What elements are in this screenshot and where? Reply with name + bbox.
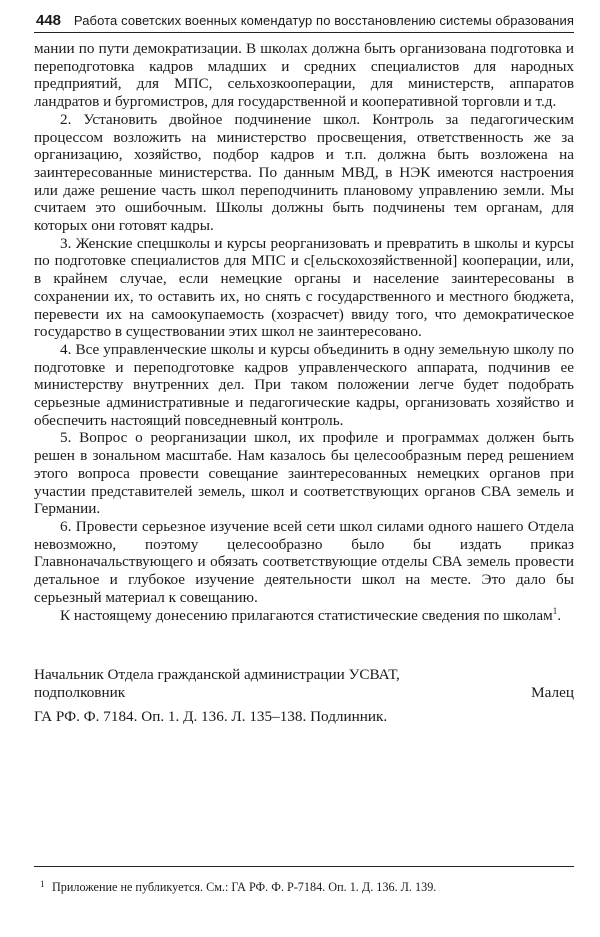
archive-reference: ГА РФ. Ф. 7184. Оп. 1. Д. 136. Л. 135–138. Подлинник.	[34, 708, 388, 725]
footnote-text: Приложение не публикуется. См.: ГА РФ. Ф. Р-7184. Оп. 1. Д. 136. Л. 139.	[52, 880, 437, 894]
paragraph-continued: мании по пути демократизации. В школах должна быть организована подготовка и переподготовка кадров младших и средних специалистов для народных предприятий, для МПС, сельхозкооперации, для министерств, аппаратов ландратов и бургомистров, для государственной и кооперативной торговли и т.д.	[34, 40, 574, 111]
signatory-rank: подполковник	[34, 684, 126, 701]
footnote-divider	[34, 866, 574, 867]
attachment-note-text: К настоящему донесению прилагаются статистические сведения по школам	[60, 606, 553, 624]
paragraph-item-4: 4. Все управленческие школы и курсы объединить в одну земельную школу по подготовке и переподготовке кадров управленческого аппарата, подчинив ее министерству внутренних дел. При таком положении легче будет подобрать серьезные административные и педагогические кадры, организовать хозяйство и обеспечить настоящий повседневный контроль.	[34, 340, 574, 429]
paragraph-item-6: 6. Провести серьезное изучение всей сети школ силами одного нашего Отдела невозможно, поэтому целесообразно было бы издать приказ Главноначальствующего и обязать соответствующие отделы СВА земель провести детальное и глубокое изучение деятельности школ на месте. Это дало бы серьезный материал к совещанию.	[34, 517, 574, 606]
footnote-reference[interactable]: 1	[552, 605, 558, 616]
running-header	[34, 10, 574, 33]
signatory-position: Начальник Отдела гражданской администрации УСВАТ,	[34, 666, 400, 683]
footnote	[40, 879, 574, 895]
signature-block	[34, 666, 574, 702]
document-body	[34, 40, 574, 624]
paragraph-attachment-note	[34, 607, 574, 625]
paragraph-item-5: 5. Вопрос о реорганизации школ, их профиле и программах должен быть решен в зональном масштабе. Нам казалось бы целесообразным перед решением этого вопроса провести совещание заинтересованных немецких органов при участии представителей земель, школ и соответствующих органов СВА земель и Германии.	[34, 429, 574, 518]
signatory-name: Малец	[531, 684, 574, 701]
running-title: Работа советских военных комендатур по восстановлению системы образования	[73, 13, 574, 28]
footnote-mark: 1	[40, 879, 45, 889]
signatory-row	[34, 684, 574, 702]
paragraph-item-3: 3. Женские спецшколы и курсы реорганизовать и превратить в школы и курсы по подготовке специалистов для МПС и с[ельскохозяйственной] кооперации, или, в крайнем случае, если немецкие органы и население заинтересованы в сохранении их, то оставить их, но снять с государственного и местного бюджета, перевести их на самоокупаемость (хозрасчет) ввиду того, что демократическое государство в существовании этих школ не заинтересовано.	[34, 234, 574, 341]
attachment-note-end: .	[557, 606, 561, 624]
paragraph-item-2: 2. Установить двойное подчинение школ. Контроль за педагогическим процессом возложить на министерство просвещения, ответственность же за организацию, хозяйство, подбор кадров и т.п. должна быть возложена на заинтересованные министерства. По данным МВД, в НЭК имеются настроения или даже решение часть школ переподчинить плановому управлению земли. Мы считаем это ошибочным. Школы должны быть подчинены тем органам, для которых они готовят кадры.	[34, 110, 574, 235]
page-number: 448	[36, 12, 62, 29]
